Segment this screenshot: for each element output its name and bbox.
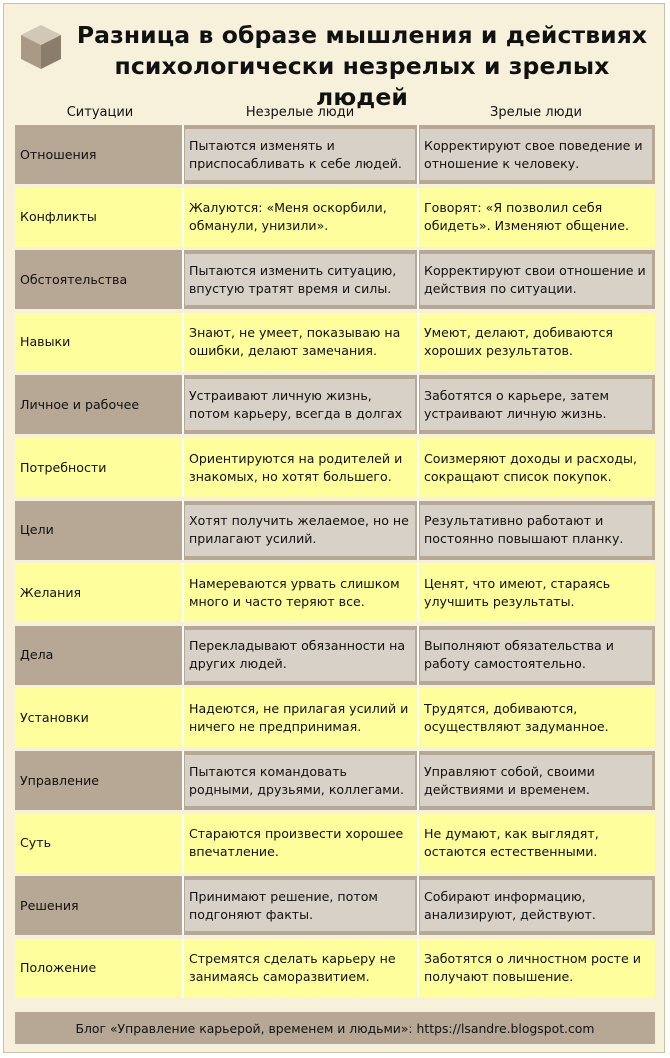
cube-icon [18, 22, 64, 72]
immature-cell: Ориентируются на родителей и знакомых, но хотят большего. [185, 442, 415, 493]
column-divider [182, 188, 184, 247]
column-divider [417, 375, 419, 434]
situation-cell: Решения [20, 897, 79, 913]
column-divider [182, 939, 184, 998]
situation-cell: Конфликты [20, 209, 97, 225]
mature-cell: Выполняют обязательства и работу самостоятельно. [420, 630, 652, 681]
situation-cell: Личное и рабочее [20, 396, 140, 412]
table-row [15, 375, 655, 434]
column-divider [417, 501, 419, 560]
table-row [15, 250, 655, 309]
column-divider [417, 939, 419, 998]
table-row [15, 939, 655, 998]
page-title [72, 20, 652, 113]
situation-cell: Цели [20, 522, 54, 538]
mature-cell: Не думают, как выглядят, остаются естественными. [420, 818, 652, 869]
column-divider [182, 313, 184, 372]
column-divider [417, 751, 419, 810]
column-divider [417, 626, 419, 685]
column-divider [182, 876, 184, 935]
column-divider [417, 250, 419, 309]
mature-cell: Корректируют свое поведение и отношение к человеку. [420, 129, 652, 180]
table-row [15, 501, 655, 560]
situation-cell: Отношения [20, 146, 97, 162]
title-line-2: психологически незрелых и зрелых людей [114, 52, 610, 111]
column-divider [182, 250, 184, 309]
situation-cell: Положение [20, 960, 97, 976]
column-header-immature: Незрелые люди [245, 105, 355, 120]
column-divider [417, 814, 419, 873]
mature-cell: Заботятся о карьере, затем устраивают личную жизнь. [420, 379, 652, 430]
immature-cell: Хотят получить желаемое, но не прилагают усилий. [185, 505, 415, 556]
immature-cell: Стремятся сделать карьеру не занимаясь саморазвитием. [185, 943, 415, 994]
table-row [15, 438, 655, 497]
column-divider [182, 125, 184, 184]
immature-cell: Перекладывают обязанности на других людей. [185, 630, 415, 681]
situation-cell: Желания [20, 584, 82, 600]
title-line-1: Разница в образе мышления и действиях [76, 21, 648, 49]
immature-cell: Пытаются изменять и приспосабливать к себе людей. [185, 129, 415, 180]
column-header-mature: Зрелые люди [490, 105, 582, 120]
footer-credit: Блог «Управление карьерой, временем и людьми»: https://lsandre.blogspot.com [15, 1012, 655, 1044]
mature-cell: Трудятся, добиваются, осуществляют задуманное. [420, 692, 652, 743]
table-row [15, 125, 655, 184]
column-divider [182, 563, 184, 622]
column-divider [182, 438, 184, 497]
column-divider [417, 563, 419, 622]
immature-cell: Жалуются: «Меня оскорбили, обманули, унизили». [185, 192, 415, 243]
table-row [15, 876, 655, 935]
immature-cell: Намереваются урвать слишком много и часто теряют все. [185, 567, 415, 618]
immature-cell: Пытаются изменить ситуацию, впустую тратят время и силы. [185, 254, 415, 305]
mature-cell: Умеют, делают, добиваются хороших результатов. [420, 317, 652, 368]
column-divider [182, 814, 184, 873]
column-divider [182, 501, 184, 560]
column-divider [417, 188, 419, 247]
column-header-situations: Ситуации [66, 105, 134, 120]
table-row [15, 313, 655, 372]
situation-cell: Суть [20, 835, 52, 851]
immature-cell: Пытаются командовать родными, друзьями, коллегами. [185, 755, 415, 806]
situation-cell: Управление [20, 772, 100, 788]
situation-cell: Установки [20, 709, 89, 725]
column-divider [417, 125, 419, 184]
mature-cell: Корректируют свои отношение и действия по ситуации. [420, 254, 652, 305]
situation-cell: Навыки [20, 334, 71, 350]
table-row [15, 563, 655, 622]
immature-cell: Устраивают личную жизнь, потом карьеру, всегда в долгах [185, 379, 415, 430]
table-row [15, 814, 655, 873]
mature-cell: Говорят: «Я позволил себя обидеть». Изменяют общение. [420, 192, 652, 243]
table-row [15, 188, 655, 247]
immature-cell: Стараются произвести хорошее впечатление. [185, 818, 415, 869]
column-divider [182, 626, 184, 685]
table-row [15, 626, 655, 685]
situation-cell: Обстоятельства [20, 271, 128, 287]
column-divider [182, 375, 184, 434]
column-divider [182, 751, 184, 810]
mature-cell: Результативно работают и постоянно повышают планку. [420, 505, 652, 556]
column-divider [417, 313, 419, 372]
table-row [15, 688, 655, 747]
column-divider [182, 688, 184, 747]
column-divider [417, 688, 419, 747]
mature-cell: Ценят, что имеют, стараясь улучшить результаты. [420, 567, 652, 618]
column-divider [417, 876, 419, 935]
mature-cell: Собирают информацию, анализируют, действуют. [420, 880, 652, 931]
table-row [15, 751, 655, 810]
immature-cell: Надеются, не прилагая усилий и ничего не предпринимая. [185, 692, 415, 743]
mature-cell: Заботятся о личностном росте и получают повышение. [420, 943, 652, 994]
immature-cell: Знают, не умеет, показываю на ошибки, делают замечания. [185, 317, 415, 368]
situation-cell: Дела [20, 647, 54, 663]
column-divider [417, 438, 419, 497]
mature-cell: Соизмеряют доходы и расходы, сокращают список покупок. [420, 442, 652, 493]
mature-cell: Управляют собой, своими действиями и временем. [420, 755, 652, 806]
situation-cell: Потребности [20, 459, 107, 475]
immature-cell: Принимают решение, потом подгоняют факты. [185, 880, 415, 931]
